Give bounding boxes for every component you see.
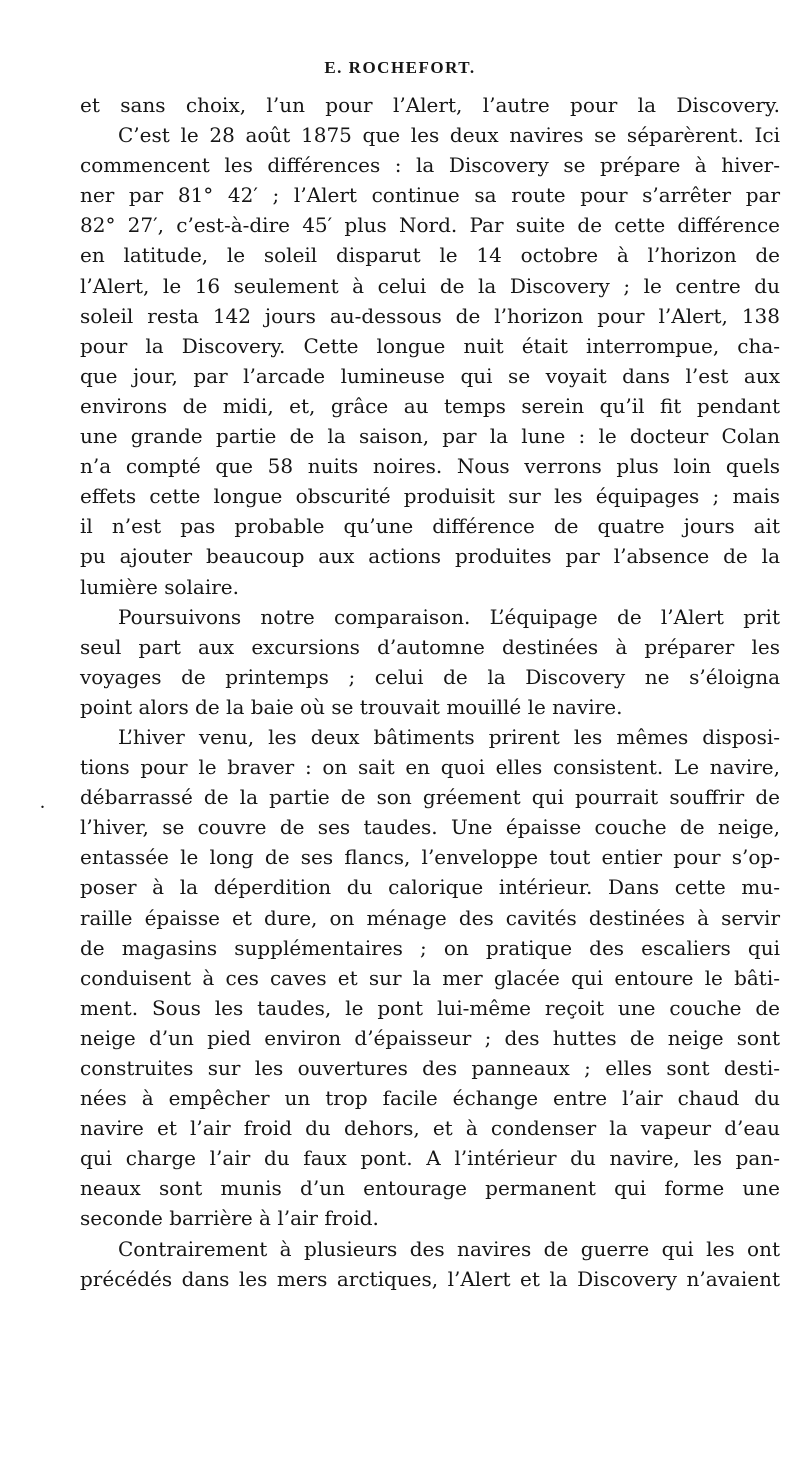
text-line: conduisent à ces caves et sur la mer glacée qui entoure le bâti- bbox=[80, 965, 780, 990]
text-line: en latitude, le soleil disparut le 14 octobre à l’horizon de bbox=[80, 243, 780, 268]
margin-mark: . bbox=[40, 791, 45, 813]
text-line: ment. Sous les taudes, le pont lui-même reçoit une couche de bbox=[80, 995, 780, 1020]
text-line: soleil resta 142 jours au-dessous de l’horizon pour l’Alert, 138 bbox=[80, 303, 780, 328]
text-line: Contrairement à plusieurs des navires de guerre qui les ont bbox=[118, 1236, 780, 1261]
body-text bbox=[80, 90, 780, 1294]
text-line: commencent les différences : la Discovery se prépare à hiver- bbox=[80, 153, 780, 178]
text-line: Poursuivons notre comparaison. L’équipage de l’Alert prit bbox=[118, 604, 780, 629]
text-line: entassée le long de ses flancs, l’enveloppe tout entier pour s’op- bbox=[80, 845, 780, 870]
text-line: C’est le 28 août 1875 que les deux navires se séparèrent. Ici bbox=[118, 123, 780, 148]
text-line: seconde barrière à l’air froid. bbox=[80, 1206, 379, 1231]
text-line: poser à la déperdition du calorique intérieur. Dans cette mu- bbox=[80, 875, 780, 900]
text-line: débarrassé de la partie de son gréement qui pourrait souffrir de bbox=[80, 785, 780, 810]
text-line: pour la Discovery. Cette longue nuit était interrompue, cha- bbox=[80, 333, 780, 358]
text-line: L’hiver venu, les deux bâtiments prirent les mêmes disposi- bbox=[118, 724, 780, 749]
text-line: tions pour le braver : on sait en quoi elles consistent. Le navire, bbox=[80, 755, 780, 780]
text-line: voyages de printemps ; celui de la Discovery ne s’éloigna bbox=[80, 664, 780, 689]
text-line: une grande partie de la saison, par la lune : le docteur Colan bbox=[80, 424, 780, 449]
text-line: construites sur les ouvertures des panneaux ; elles sont desti- bbox=[80, 1056, 780, 1080]
text-line: il n’est pas probable qu’une différence de quatre jours ait bbox=[80, 514, 780, 539]
text-line: l’Alert, le 16 seulement à celui de la Discovery ; le centre du bbox=[80, 273, 780, 298]
text-line: et sans choix, l’un pour l’Alert, l’autre pour la Discovery. bbox=[80, 93, 780, 117]
text-line: environs de midi, et, grâce au temps serein qu’il fit pendant bbox=[80, 393, 780, 418]
text-line: précédés dans les mers arctiques, l’Alert et la Discovery n’avaient bbox=[80, 1266, 780, 1291]
text-line: neige d’un pied environ d’épaisseur ; des huttes de neige sont bbox=[80, 1025, 780, 1050]
running-head: E. ROCHEFORT. bbox=[324, 58, 476, 77]
text-line: navire et l’air froid du dehors, et à condenser la vapeur d’eau bbox=[80, 1116, 780, 1141]
text-line: pu ajouter beaucoup aux actions produites par l’absence de la bbox=[80, 544, 780, 569]
text-line: nées à empêcher un trop facile échange entre l’air chaud du bbox=[80, 1086, 780, 1111]
text-line: qui charge l’air du faux pont. A l’intérieur du navire, les pan- bbox=[80, 1146, 780, 1171]
text-line: raille épaisse et dure, on ménage des cavités destinées à servir bbox=[80, 905, 780, 930]
text-line: point alors de la baie où se trouvait mouillé le navire. bbox=[80, 694, 623, 719]
text-line: effets cette longue obscurité produisit sur les équipages ; mais bbox=[80, 484, 780, 509]
text-line: seul part aux excursions d’automne destinées à préparer les bbox=[80, 634, 780, 659]
text-line: lumière solaire. bbox=[80, 574, 240, 599]
text-line: 82° 27′, c’est-à-dire 45′ plus Nord. Par suite de cette différence bbox=[80, 213, 780, 238]
text-line: de magasins supplémentaires ; on pratique des escaliers qui bbox=[80, 935, 780, 960]
text-line: l’hiver, se couvre de ses taudes. Une épaisse couche de neige, bbox=[80, 815, 780, 840]
text-line: neaux sont munis d’un entourage permanent qui forme une bbox=[80, 1176, 780, 1201]
text-line: n’a compté que 58 nuits noires. Nous verrons plus loin quels bbox=[80, 454, 780, 479]
text-line: que jour, par l’arcade lumineuse qui se voyait dans l’est aux bbox=[80, 363, 780, 388]
text-line: ner par 81° 42′ ; l’Alert continue sa route pour s’arrêter par bbox=[80, 183, 780, 208]
